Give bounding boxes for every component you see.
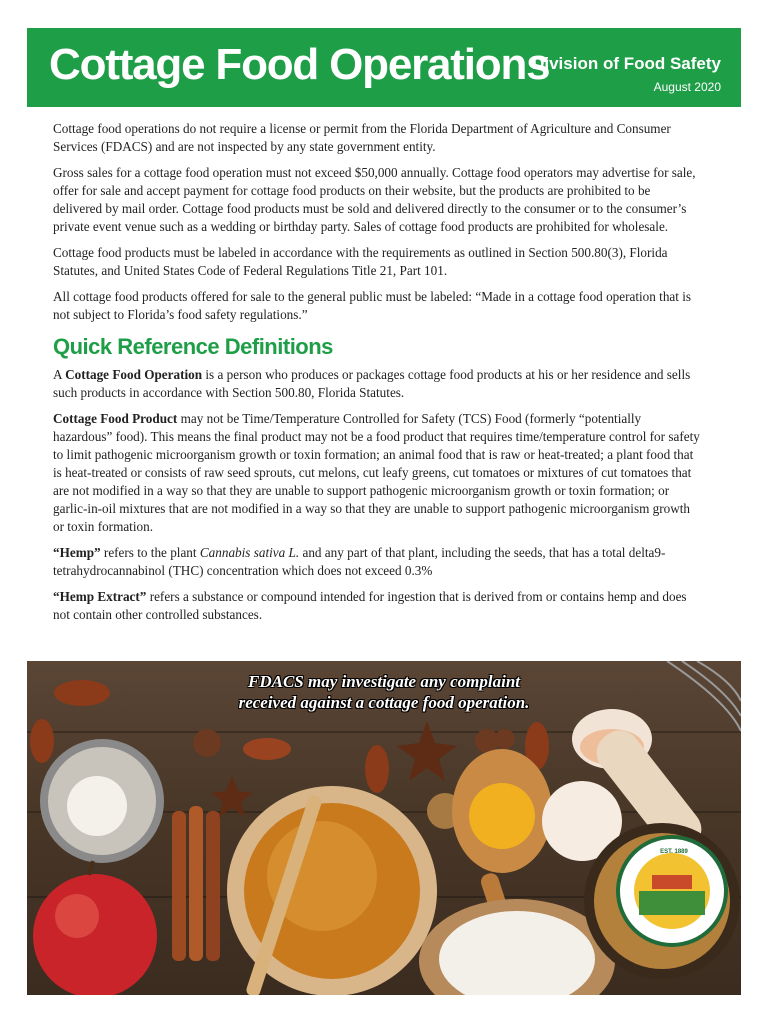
- sieve-icon: [40, 739, 164, 863]
- division-name: Division of Food Safety: [532, 54, 721, 73]
- main-content: [53, 120, 701, 632]
- definition-hemp: [53, 544, 701, 580]
- def-term: Cottage Food Operation: [65, 367, 203, 382]
- intro-paragraph-4: All cottage food products offered for sale to the general public must be labeled: “Made in a cottage food operation that is not subject to Florida’s food safety regulations.”: [53, 289, 692, 322]
- def-term: “Hemp Extract”: [53, 589, 147, 604]
- page-title: Cottage Food Operations: [49, 40, 550, 89]
- publication-date: August 2020: [653, 80, 721, 94]
- intro-paragraph-2: Gross sales for a cottage food operation must not exceed $50,000 annually. Cottage food operators may advertise for sale, offer for sale and accept payment for cottage food products on their website, but the products are prohibited to be delivered by mail order. Cottage food products must be sold and delivered directly to the consumer or to the consumer’s private event venue such as a wedding or birthday party. Sales of cottage food products are prohibited for wholesale.: [53, 165, 696, 234]
- intro-paragraph-1: Cottage food operations do not require a license or permit from the Florida Department of Agriculture and Consumer Services (FDACS) and are not inspected by any state government entity.: [53, 121, 671, 154]
- photo-caption: [27, 671, 741, 713]
- apple-icon: [33, 861, 157, 995]
- def-text: refers a substance or compound intended for ingestion that is derived from or contains hemp and does not contain other controlled substances.: [53, 589, 687, 622]
- definitions-heading: Quick Reference Definitions: [53, 334, 333, 359]
- def-prefix: A: [53, 367, 66, 382]
- caption-line-1: FDACS may investigate any complaint: [247, 672, 520, 691]
- baking-ingredients-photo: [27, 661, 741, 995]
- def-text: and any part of that plant, including the seeds, that has a total delta9-tetrahydrocannabinol (THC) concentration which does not exceed 0.3%: [53, 545, 666, 578]
- seal-est-label: EST. 1889: [660, 849, 688, 855]
- cinnamon-sticks-icon: [172, 806, 220, 961]
- definition-cottage-food-operation: [53, 366, 701, 402]
- definition-cottage-food-product: [53, 410, 701, 536]
- header-banner: [27, 28, 741, 107]
- intro-paragraph-3: Cottage food products must be labeled in accordance with the requirements as outlined in Section 500.80(3), Florida Statutes, and United States Code of Federal Regulations Title 21, Part 101.: [53, 245, 668, 278]
- def-text: is a person who produces or packages cottage food products at his or her residence and sells such products in accordance with Section 500.80, Florida Statutes.: [53, 367, 691, 400]
- def-text: refers to the plant: [100, 545, 200, 560]
- def-term: Cottage Food Product: [53, 411, 178, 426]
- species-name: Cannabis sativa L.: [199, 545, 300, 560]
- def-term: “Hemp”: [53, 545, 101, 560]
- honey-bowl-icon: [227, 786, 437, 995]
- caption-line-2: received against a cottage food operation.: [238, 693, 530, 712]
- def-text: may not be Time/Temperature Controlled for Safety (TCS) Food (formerly “potentially hazardous” food). This means the final product may not be a food product that requires time/temperature control for safety to limit pathogenic microorganism growth or toxin formation; an animal food that is raw or heat-treated; a plant food that is heat-treated or consists of raw seed sprouts, cut melons, cut leafy greens, cut tomatoes or mixtures of cut tomatoes that are not modified in a way so that they are unable to support pathogenic microorganism growth or toxin formation; or garlic-in-oil mixtures that are not modified in a way so that they are unable to support pathogenic microorganism growth or toxin formation.: [53, 411, 700, 534]
- definition-hemp-extract: [53, 588, 701, 624]
